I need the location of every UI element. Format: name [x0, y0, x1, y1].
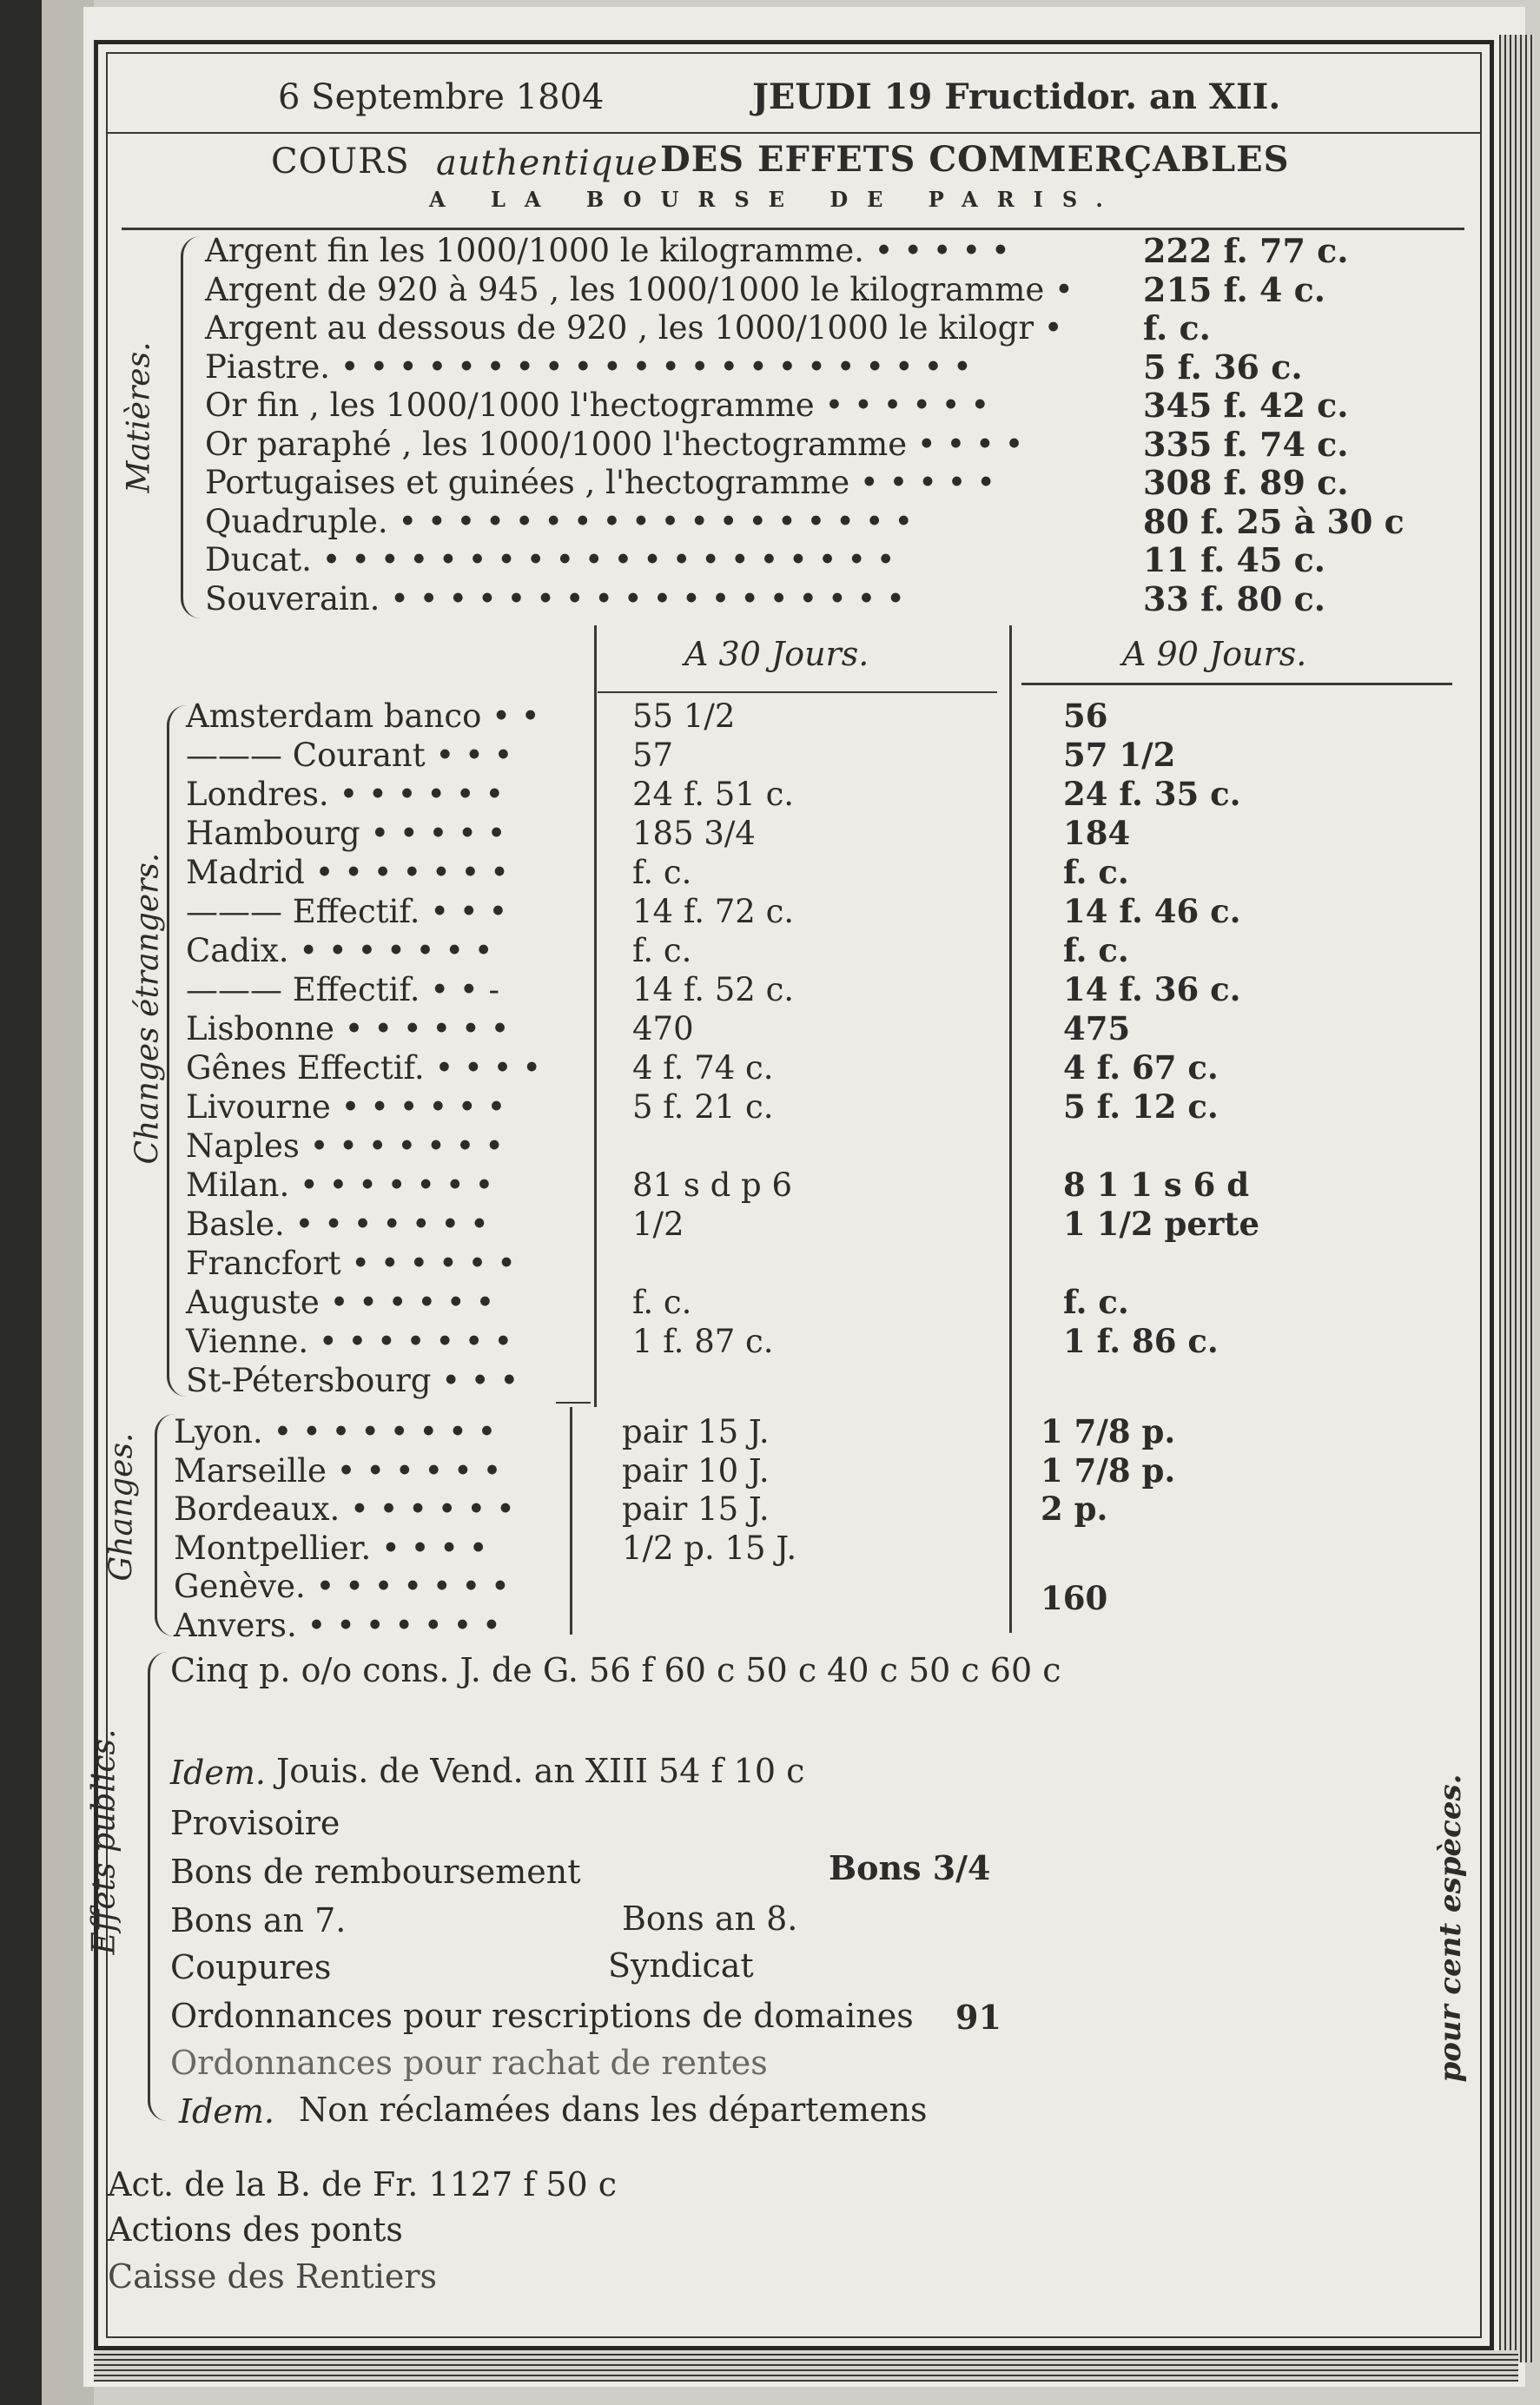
changes-row-j30: f. c.	[632, 1284, 692, 1321]
col-header-rule-30	[598, 691, 997, 693]
changes-row-j30: 24 f. 51 c.	[632, 776, 795, 813]
effets-idem2-text: Non réclamées dans les départemens	[299, 2091, 928, 2129]
matieres-row-label: Ducat. • • • • • • • • • • • • • • • • • • • •	[205, 541, 896, 578]
changes-row-j90: 8 1 1 s 6 d	[1063, 1166, 1250, 1204]
matieres-row-value: 11 f. 45 c.	[1143, 540, 1326, 579]
changes-row-j90: f. c.	[1063, 931, 1129, 969]
ghanges-row-j90: 2 p.	[1041, 1490, 1108, 1528]
changes-row-label: Madrid • • • • • • •	[186, 854, 509, 891]
section-ghanges-label: Ghanges.	[103, 1432, 140, 1582]
col-header-30: A 30 Jours.	[684, 635, 869, 673]
col-divider-2	[1009, 625, 1012, 1633]
matieres-row-value: 335 f. 74 c.	[1143, 424, 1349, 464]
effets-idem-text: Jouis. de Vend. an XIII 54 f 10 c	[276, 1752, 805, 1790]
effets-bons8: Bons an 8.	[622, 1900, 798, 1938]
changes-row-label: Vienne. • • • • • • •	[186, 1323, 513, 1360]
effets-provisoire: Provisoire	[170, 1804, 340, 1842]
section-changes-label: Changes étrangers.	[129, 852, 166, 1165]
ghanges-divider-v	[570, 1407, 572, 1635]
changes-row-j30: f. c.	[632, 854, 692, 891]
book-spine	[0, 0, 42, 2405]
effets-ord-rachat: Ordonnances pour rachat de rentes	[170, 2044, 768, 2082]
ghanges-row-label: Marseille • • • • • •	[174, 1451, 502, 1490]
title-authentique: authentique	[436, 143, 658, 183]
col-divider-1	[594, 625, 597, 1407]
ghanges-row-label: Bordeaux. • • • • • •	[174, 1490, 515, 1528]
changes-row-label: Livourne • • • • • •	[186, 1088, 506, 1126]
changes-row-j90: 14 f. 36 c.	[1063, 970, 1241, 1008]
col-header-90: A 90 Jours.	[1122, 635, 1307, 673]
changes-row-j90: f. c.	[1063, 853, 1129, 891]
changes-row-label: Londres. • • • • • •	[186, 776, 505, 813]
ghanges-row-label: Genève. • • • • • • •	[174, 1568, 510, 1605]
changes-row-j30: 470	[632, 1010, 694, 1047]
changes-row-label: Milan. • • • • • • •	[186, 1166, 494, 1204]
matieres-row-value: 215 f. 4 c.	[1143, 269, 1326, 309]
footer-ponts: Actions des ponts	[108, 2210, 403, 2249]
changes-row-j90: 24 f. 35 c.	[1063, 775, 1241, 813]
effets-coupures: Coupures	[170, 1948, 332, 1986]
effets-idem-label: Idem.	[170, 1754, 266, 1792]
section-matieres-label: Matières.	[121, 341, 157, 493]
matieres-row-value: 222 f. 77 c.	[1143, 231, 1349, 270]
matieres-row-label: Argent fin les 1000/1000 le kilogramme. • • • • •	[205, 232, 1010, 269]
title-cours: COURS	[271, 142, 410, 182]
changes-row-j90: 56	[1063, 697, 1108, 735]
changes-row-j90: 1 1/2 perte	[1063, 1205, 1260, 1243]
changes-row-label: Lisbonne • • • • • •	[186, 1010, 510, 1047]
section-effets-label: Effets publics.	[86, 1728, 122, 1955]
changes-row-j30: 55 1/2	[632, 697, 736, 735]
changes-row-j90: 5 f. 12 c.	[1063, 1087, 1219, 1126]
changes-brace	[167, 705, 187, 1397]
changes-row-label: Amsterdam banco • •	[186, 697, 540, 735]
ghanges-row-j30: pair 15 J.	[622, 1413, 770, 1450]
effets-ord-value: 91	[955, 1998, 1001, 2037]
changes-row-j30: 4 f. 74 c.	[632, 1049, 774, 1087]
matieres-row-label: Portugaises et guinées , l'hectogramme • • • • •	[205, 464, 996, 501]
matieres-row-label: Piastre. • • • • • • • • • • • • • • • • • • • • • •	[205, 347, 972, 386]
ghanges-row-j30: 1/2 p. 15 J.	[622, 1529, 797, 1567]
matieres-row-value: 33 f. 80 c.	[1143, 578, 1326, 618]
changes-row-label: Naples • • • • • • •	[186, 1127, 504, 1165]
changes-row-j90: 57 1/2	[1063, 736, 1176, 774]
matieres-row-value: 5 f. 36 c.	[1143, 347, 1303, 387]
matieres-row-label: Or paraphé , les 1000/1000 l'hectogramme • • • •	[205, 425, 1024, 463]
col-header-rule-90	[1021, 683, 1452, 685]
ghanges-brace	[155, 1414, 175, 1636]
effets-idem2-label: Idem.	[179, 2092, 274, 2131]
changes-row-label: St-Pétersbourg • • •	[186, 1362, 519, 1399]
matieres-row-value: 80 f. 25 à 30 c	[1143, 501, 1405, 541]
title-bourse: A LA BOURSE DE PARIS.	[429, 187, 1122, 212]
changes-row-label: ——— Courant • • •	[186, 737, 513, 774]
footer-act: Act. de la B. de Fr. 1127 f 50 c	[108, 2165, 618, 2203]
changes-row-j30: 14 f. 52 c.	[632, 971, 795, 1008]
effets-brace	[148, 1652, 168, 2121]
ghanges-divider	[556, 1402, 591, 1404]
matieres-row-value: 345 f. 42 c.	[1143, 386, 1349, 425]
effets-bons7: Bons an 7.	[170, 1901, 347, 1939]
ghanges-row-j90: 160	[1041, 1579, 1108, 1617]
changes-row-label: Francfort • • • • • •	[186, 1245, 517, 1282]
changes-row-j30: f. c.	[632, 932, 692, 969]
pour-cent-especes-label: pour cent espèces.	[1433, 1774, 1468, 2083]
matieres-row-value: f. c.	[1143, 308, 1211, 347]
changes-row-j30: 57	[632, 737, 674, 774]
effets-ordonnances: Ordonnances pour rescriptions de domaines	[170, 1997, 914, 2035]
ghanges-row-j30: pair 10 J.	[622, 1451, 770, 1490]
ghanges-row-j30: pair 15 J.	[622, 1490, 770, 1528]
changes-row-j90: 1 f. 86 c.	[1063, 1322, 1219, 1360]
changes-row-j90: 14 f. 46 c.	[1063, 892, 1241, 930]
title-rule	[122, 228, 1464, 230]
page-edges-bottom	[94, 2350, 1518, 2382]
matieres-row-label: Argent de 920 à 945 , les 1000/1000 le kilogramme •	[205, 270, 1074, 308]
changes-row-j90: 184	[1063, 814, 1131, 852]
matieres-row-label: Quadruple. • • • • • • • • • • • • • • • • • •	[205, 502, 914, 540]
ghanges-row-label: Anvers. • • • • • • •	[174, 1606, 501, 1644]
changes-row-j90: 4 f. 67 c.	[1063, 1048, 1219, 1087]
header-date-left: 6 Septembre 1804	[278, 77, 605, 117]
ghanges-row-j90: 1 7/8 p.	[1041, 1450, 1176, 1490]
header-date-right: JEUDI 19 Fructidor. an XII.	[752, 76, 1281, 117]
changes-row-label: Gênes Effectif. • • • •	[186, 1049, 542, 1087]
changes-row-label: Auguste • • • • • •	[186, 1284, 495, 1321]
effets-syndicat: Syndicat	[608, 1946, 754, 1985]
changes-row-label: Basle. • • • • • • •	[186, 1206, 489, 1243]
changes-row-j30: 1/2	[632, 1206, 684, 1243]
matieres-row-label: Or fin , les 1000/1000 l'hectogramme • • • • • •	[205, 387, 990, 424]
header-rule	[106, 132, 1482, 134]
changes-row-j30: 1 f. 87 c.	[632, 1323, 774, 1360]
changes-row-j30: 14 f. 72 c.	[632, 893, 795, 930]
changes-row-label: Cadix. • • • • • • •	[186, 932, 493, 969]
effets-cinq: Cinq p. o/o cons. J. de G. 56 f 60 c 50 c 40 c 50 c 60 c	[170, 1651, 1061, 1689]
changes-row-label: Hambourg • • • • •	[186, 815, 506, 852]
ghanges-row-j90: 1 7/8 p.	[1041, 1412, 1176, 1450]
ghanges-row-label: Lyon. • • • • • • • •	[174, 1413, 497, 1450]
effets-bons-34: Bons 3/4	[829, 1848, 991, 1887]
changes-row-j90: 475	[1063, 1009, 1131, 1047]
effets-bons-remb: Bons de remboursement	[170, 1853, 581, 1891]
changes-row-j90: f. c.	[1063, 1283, 1129, 1321]
matieres-row-label: Souverain. • • • • • • • • • • • • • • • • • •	[205, 579, 905, 618]
changes-row-label: ——— Effectif. • • •	[186, 893, 508, 930]
changes-row-label: ——— Effectif. • • -	[186, 971, 499, 1008]
title-effets: DES EFFETS COMMERÇABLES	[660, 139, 1290, 180]
page-edges-right	[1499, 35, 1534, 2362]
ghanges-row-label: Montpellier. • • • •	[174, 1529, 488, 1567]
changes-row-j30: 81 s d p 6	[632, 1166, 793, 1204]
changes-row-j30: 5 f. 21 c.	[632, 1088, 774, 1126]
changes-row-j30: 185 3/4	[632, 815, 756, 852]
matieres-brace	[181, 236, 201, 618]
matieres-row-label: Argent au dessous de 920 , les 1000/1000 le kilogr •	[205, 309, 1063, 347]
footer-caisse: Caisse des Rentiers	[108, 2257, 437, 2296]
matieres-row-value: 308 f. 89 c.	[1143, 463, 1349, 502]
